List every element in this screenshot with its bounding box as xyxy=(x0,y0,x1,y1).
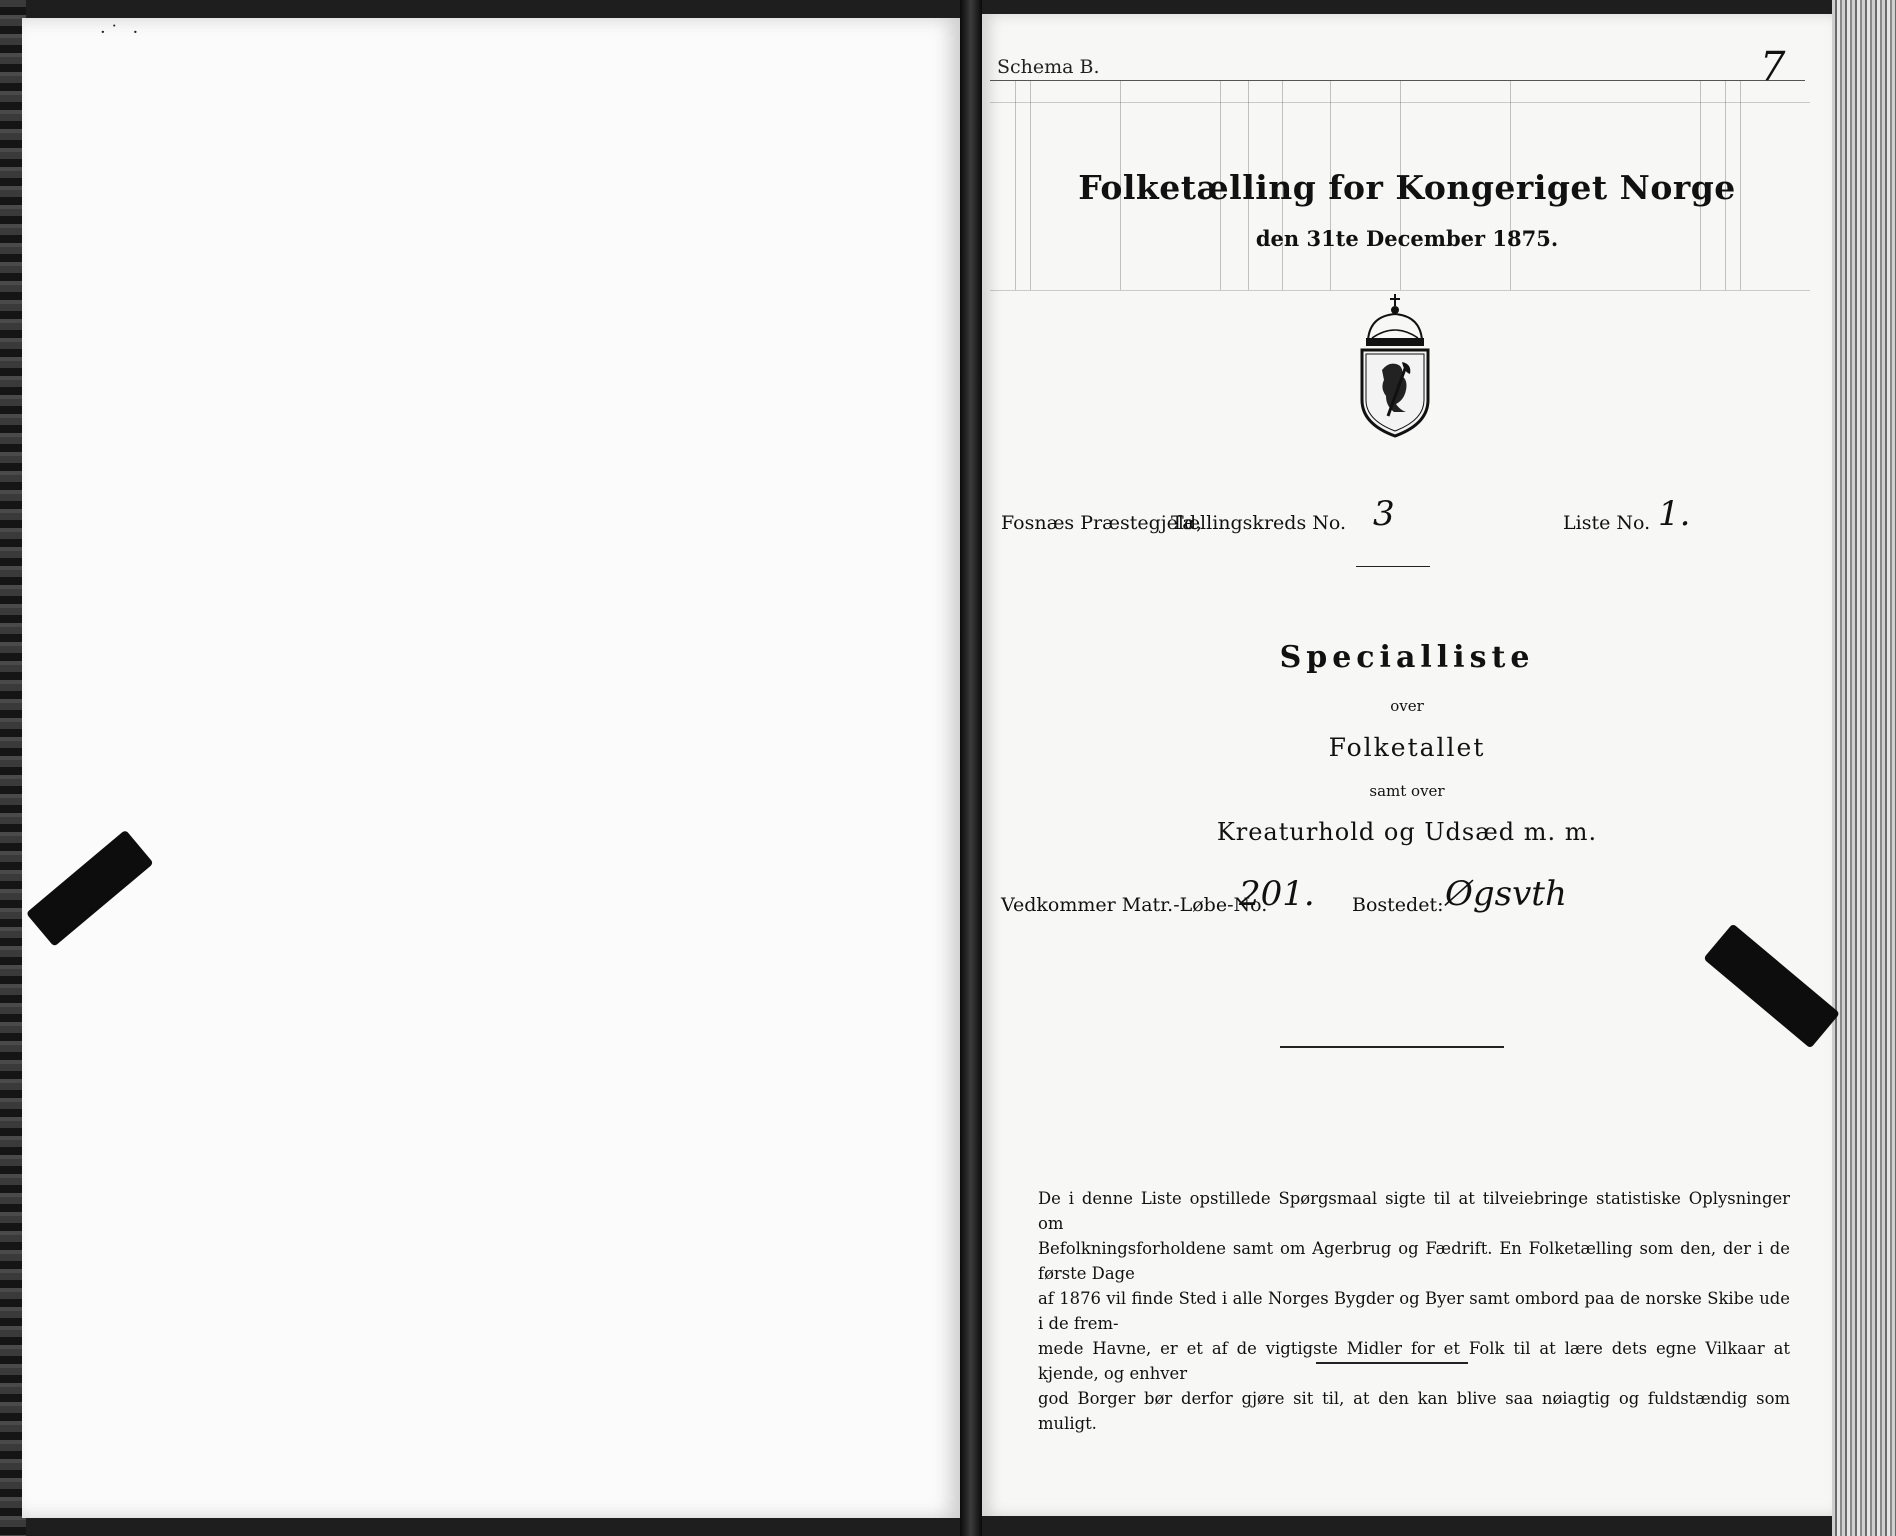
left-page-marks: ·˙ · xyxy=(100,22,143,43)
schema-label: Schema B. xyxy=(997,56,1100,78)
divider-rule xyxy=(1356,566,1430,567)
district-number: 3 xyxy=(1373,494,1395,534)
book-right-edge xyxy=(1832,0,1896,1536)
closing-rule xyxy=(1316,1362,1468,1364)
census-title: Folketælling for Kongeriget Norge xyxy=(1078,168,1736,207)
paragraph-line: De i denne Liste opstillede Spørgsmaal sigte til at tilveiebringe statistiske Oplysninger om xyxy=(1038,1189,1790,1233)
word-samt-over: samt over xyxy=(1369,782,1445,800)
paragraph-line: af 1876 vil finde Sted i alle Norges Bygder og Byer samt ombord paa de norske Skibe ude i de frem- xyxy=(1038,1289,1790,1333)
paragraph-line: Befolkningsforholdene samt om Agerbrug og Fædrift. En Folketælling som den, der i de første Dage xyxy=(1038,1239,1790,1283)
heading-specialliste: Specialliste xyxy=(1279,640,1535,675)
decorative-rule xyxy=(1280,1046,1504,1048)
instruction-paragraph xyxy=(1038,1186,1790,1436)
census-date: den 31te December 1875. xyxy=(1255,226,1559,251)
matr-number: 201. xyxy=(1239,874,1315,914)
subject-livestock: Kreaturhold og Udsæd m. m. xyxy=(1216,818,1598,846)
list-label: Liste No. xyxy=(1563,512,1651,534)
word-over: over xyxy=(1390,697,1424,715)
parish-label: Fosnæs Præstegjeld, xyxy=(1001,512,1203,534)
paragraph-line: god Borger bør derfor gjøre sit til, at den kan blive saa nøiagtig og fuldstændig som muligt. xyxy=(1038,1389,1790,1433)
coat-of-arms-icon xyxy=(1350,292,1440,442)
page-number: 7 xyxy=(1760,44,1786,90)
residence-value: Øgsvth xyxy=(1445,874,1567,914)
list-number: 1. xyxy=(1658,494,1691,534)
subject-population: Folketallet xyxy=(1328,733,1486,762)
district-label: Tællingskreds No. xyxy=(1171,512,1346,534)
header-rule xyxy=(990,80,1805,81)
left-blank-page xyxy=(22,18,960,1518)
matr-label: Vedkommer Matr.-Løbe-No. xyxy=(1001,894,1268,916)
book-gutter xyxy=(960,0,982,1536)
residence-label: Bostedet: xyxy=(1352,894,1444,916)
paragraph-line: mede Havne, er et af de vigtigste Midler for et Folk til at lære dets egne Vilkaar at kjende, og enhver xyxy=(1038,1339,1790,1383)
